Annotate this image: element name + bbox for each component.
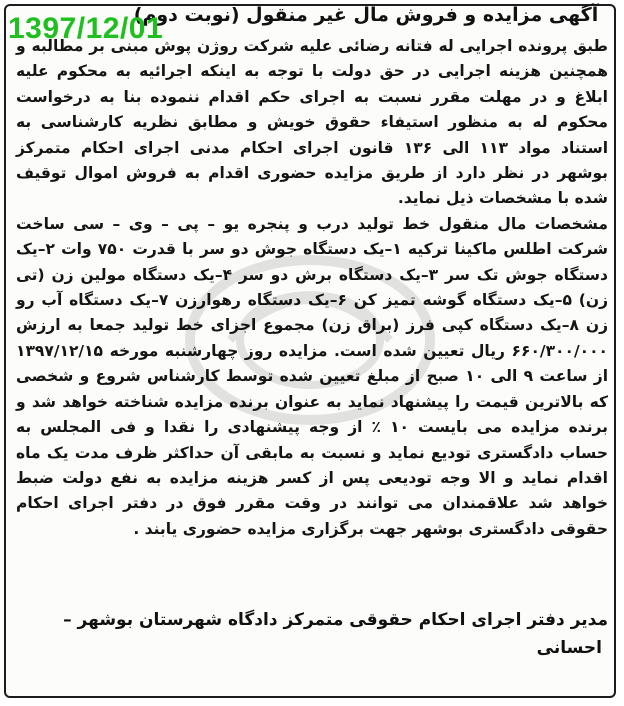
notice-paragraph-details: مشخصات مال منقول خط تولید درب و پنجره یو – پی – وی – سی ساخت شرکت اطلس ماکینا ترکیه ۱–یک دستگاه جوش دو سر با قدرت ۷۵۰ وات ۲–یک دستگاه جوش تک سر ۳–یک دستگاه برش دو سر ۴–یک دستگاه مولین زن (تی زن) ۵–یک دستگاه گوشه تمیز کن ۶–یک دستگاه رهوارزن ۷–یک دستگاه آب رو زن ۸–یک دستگاه کپی فرز (براق زن) مجموع اجزای خط تولید جمعا به ارزش ۶۶۰/۳۰۰/۰۰۰ ریال تعیین شده است. مزایده روز چهارشنبه مورخه ۱۳۹۷/۱۲/۱۵ از ساعت ۹ الی ۱۰ صبح از مبلغ تعیین شده توسط کارشناس شروع و شخصی که بالاترین قیمت را پیشنهاد نماید به عنوان برنده مزایده شناخته خواهد شد و برنده مزایده می بایست ۱۰ ٪ از وجه پیشنهادی را نقدا و فی المجلس به حساب دادگستری تودیع نماید و نسبت به مابقی آن حداکثر ظرف مدت یک ماه اقدام نماید و الا وجه تودیعی پس از کسر هزینه مزایده به نفع دولت ضبط خواهد شد علاقمندان می توانند در وقت مقرر فوق در دفتر اجرای احکام حقوقی دادگستری بوشهر جهت برگزاری مزایده حضوری یابند . <box>16 214 609 538</box>
date-stamp: 1397/12/01 <box>8 12 164 45</box>
signature-block <box>16 606 608 662</box>
notice-body <box>16 34 608 542</box>
notice-title: آگهی مزایده و فروش مال غیر منقول (نوبت دوم) <box>133 4 599 26</box>
signature-name: احسانی <box>536 638 602 658</box>
notice-paragraph-intro: طبق پرونده اجرایی له فتانه رضائی علیه شرکت روژن پوش مبنی بر مطالبه و همچنین هزینه اجرایی در حق دولت با توجه به اینکه اجرائیه به محکوم علیه ابلاغ و در مهلت مقرر نسبت به اجرای حکم اقدام ننموده بنا به درخواست محکوم له به منظور استیفاء حقوق خویش و مطابق نظریه کارشناسی به استناد مواد ۱۱۳ الی ۱۳۶ قانون اجرای احکام مدنی اجرای احکام متمرکز بوشهر در نظر دارد از طریق مزایده حضوری اقدام به فروش اموال توقیف شده با مشخصات ذیل نماید. <box>16 37 609 208</box>
signature-position: مدیر دفتر اجرای احکام حقوقی متمرکز دادگاه شهرستان بوشهر – <box>63 610 608 630</box>
